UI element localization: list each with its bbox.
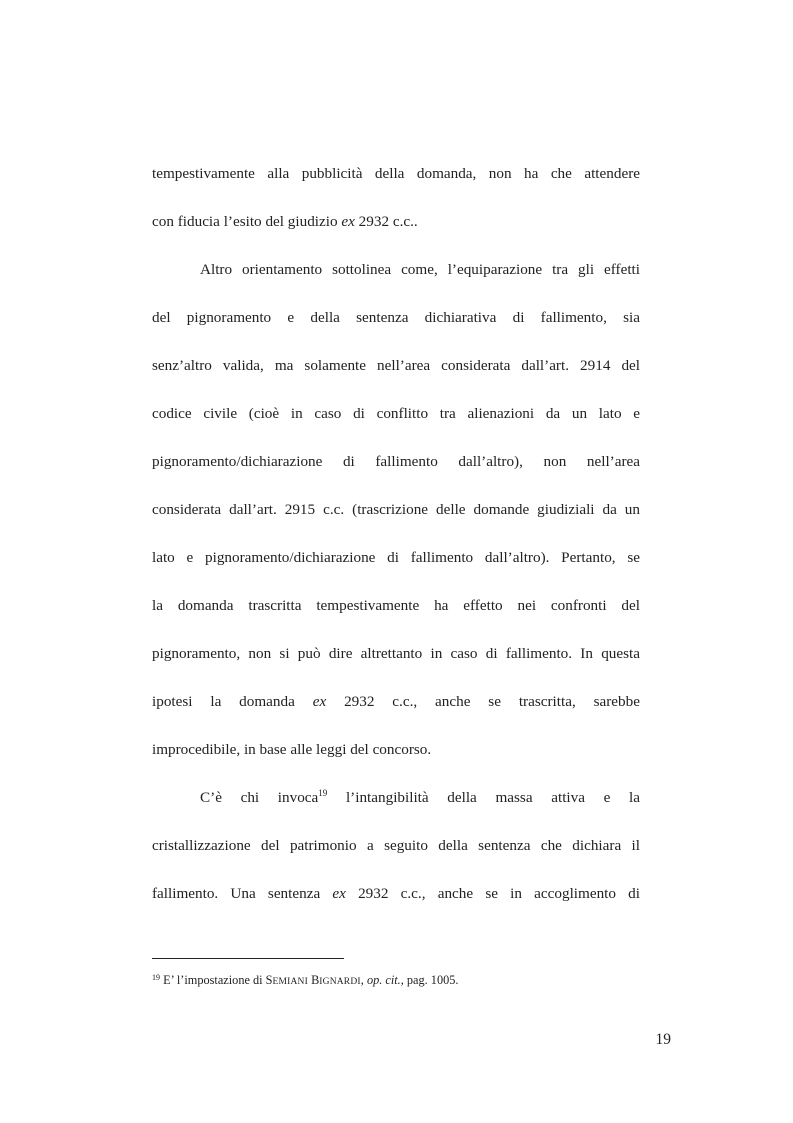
body-line-4: del pignoramento e della sentenza dichiarativa di fallimento, sia bbox=[152, 309, 640, 326]
body-line-11: pignoramento, non si può dire altrettanto in caso di fallimento. In questa bbox=[152, 645, 640, 662]
author-name: S bbox=[265, 973, 273, 987]
body-line-8: considerata dall’art. 2915 c.c. (trascrizione delle domande giudiziali da un bbox=[152, 501, 640, 518]
body-line-1: tempestivamente alla pubblicità della domanda, non ha che attendere bbox=[152, 165, 640, 182]
italic-ex: ex bbox=[312, 693, 327, 710]
page-number: 19 bbox=[655, 1031, 671, 1048]
body-text bbox=[152, 150, 640, 918]
body-line-16: fallimento. Una sentenza ex 2932 c.c., anche se in accoglimento di bbox=[152, 885, 640, 902]
italic-ex: ex bbox=[332, 885, 346, 902]
italic-ex: ex bbox=[341, 213, 355, 230]
body-line-5: senz’altro valida, ma solamente nell’area considerata dall’art. 2914 del bbox=[152, 357, 640, 374]
body-line-9: lato e pignoramento/dichiarazione di fallimento dall’altro). Pertanto, se bbox=[152, 549, 640, 566]
body-line-6: codice civile (cioè in caso di conflitto tra alienazioni da un lato e bbox=[152, 405, 640, 422]
footnote-separator bbox=[152, 958, 344, 959]
footnote: $^{19}$ E’ l’impostazione di SEMIANI BIGNARDI, op. cit., pag. 1005. bbox=[152, 973, 459, 987]
body-line-3: Altro orientamento sottolinea come, l’equiparazione tra gli effetti bbox=[200, 261, 640, 278]
body-line-14: C’è chi invoca$^{19}$ l’intangibilità della massa attiva e la bbox=[200, 788, 640, 806]
citation-italic: op. cit. bbox=[366, 973, 401, 987]
footnote-number: 19 bbox=[152, 973, 160, 982]
body-line-15: cristallizzazione del patrimonio a seguito della sentenza che dichiara il bbox=[152, 837, 640, 854]
body-line-10: la domanda trascritta tempestivamente ha effetto nei confronti del bbox=[152, 597, 640, 614]
body-line-13: improcedibile, in base alle leggi del concorso. bbox=[152, 741, 432, 758]
footnote-reference[interactable]: 19 bbox=[318, 788, 328, 798]
body-line-7: pignoramento/dichiarazione di fallimento dall’altro), non nell’area bbox=[152, 453, 640, 470]
body-line-12: ipotesi la domanda ex 2932 c.c., anche se trascritta, sarebbe bbox=[152, 693, 640, 710]
body-line-2: con fiducia l’esito del giudizio ex 2932 c.c.. bbox=[152, 213, 418, 230]
